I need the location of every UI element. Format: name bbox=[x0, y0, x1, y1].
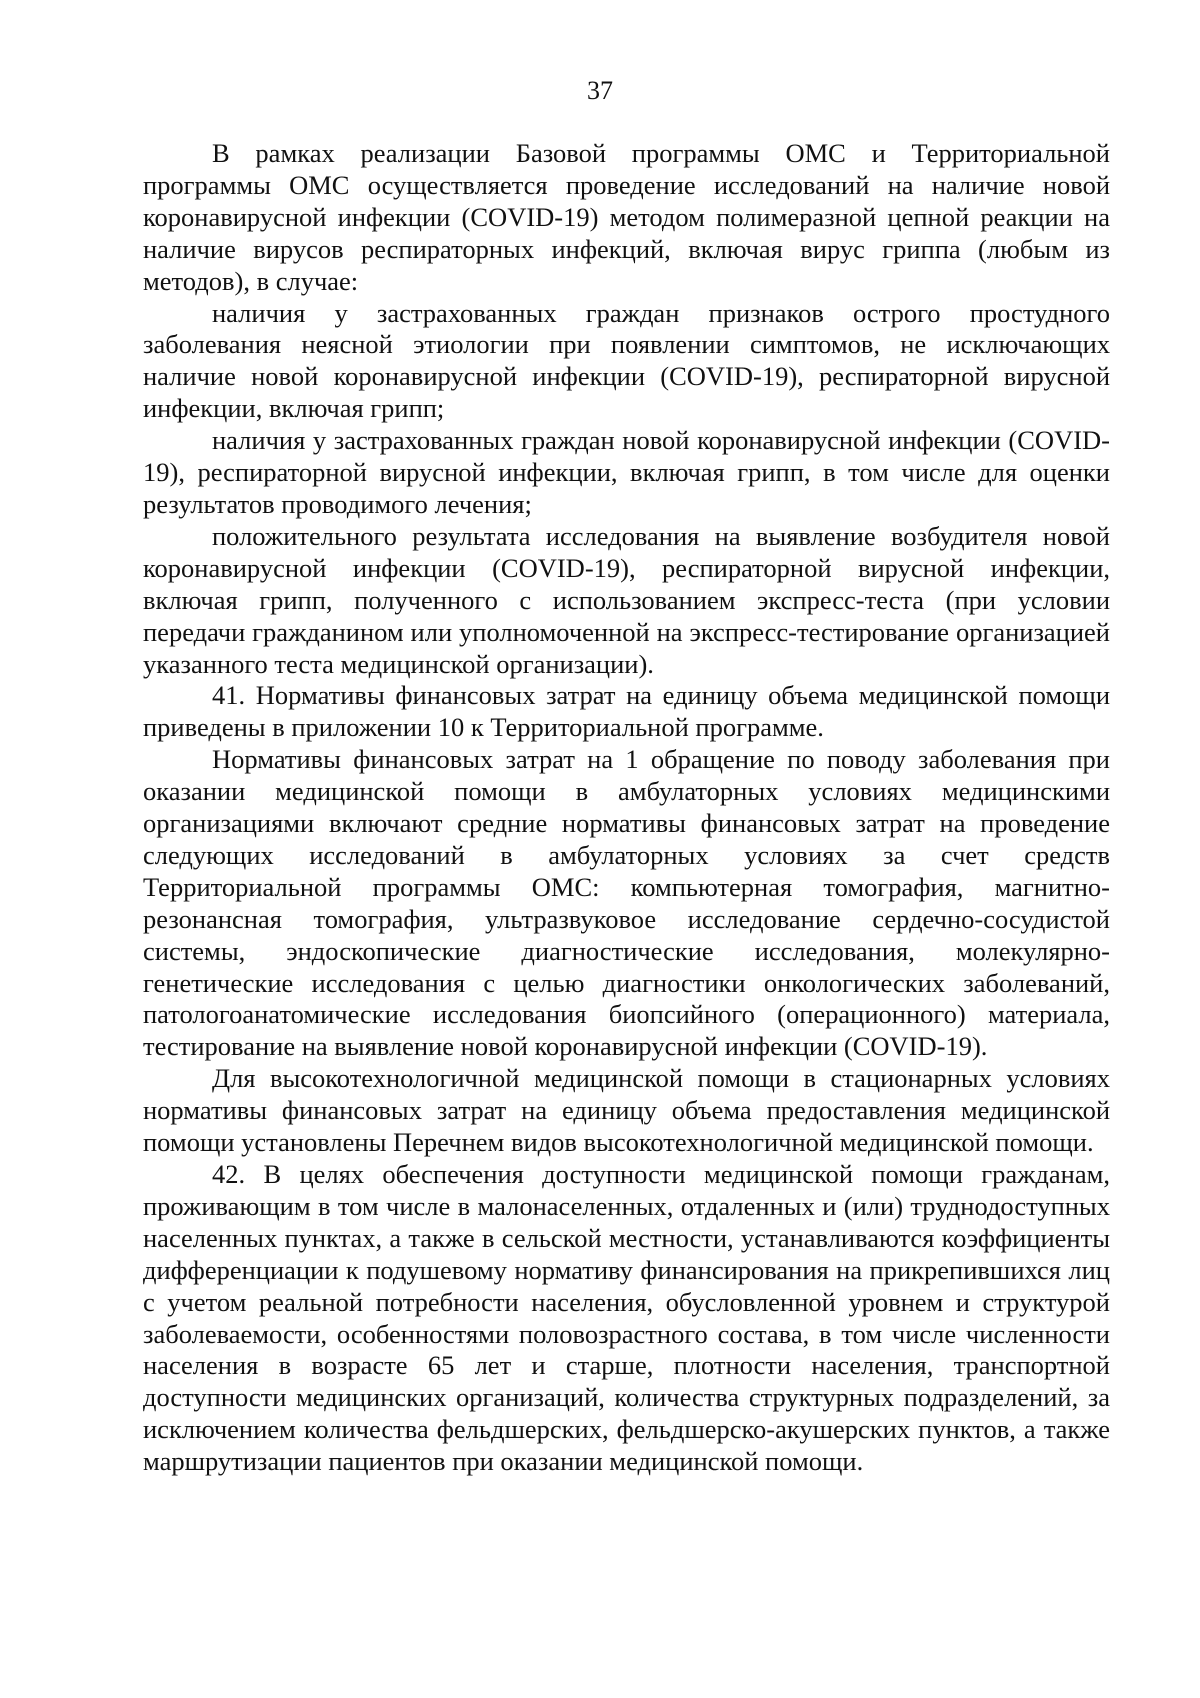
paragraph-case-infection: наличия у застрахованных граждан новой коронавирусной инфекции (COVID-19), респираторной вирусной инфекции, включая грипп, в том числе для оценки результатов проводимого лечения; bbox=[143, 425, 1110, 519]
paragraph-item-41: 41. Нормативы финансовых затрат на единицу объема медицинской помощи приведены в приложении 10 к Территориальной программе. bbox=[143, 680, 1110, 743]
paragraph-case-express-test: положительного результата исследования на выявление возбудителя новой коронавирусной инфекции (COVID-19), респираторной вирусной инфекции, включая грипп, полученного с использованием экспресс-теста (при условии передачи гражданином или уполномоченной на экспресс-тестирование организацией указанного теста медицинской организации). bbox=[143, 520, 1110, 679]
paragraph-high-tech-care: Для высокотехнологичной медицинской помощи в стационарных условиях нормативы финансовых затрат на единицу объема предоставления медицинской помощи установлены Перечнем видов высокотехнологичной медицинской помощи. bbox=[143, 1063, 1110, 1158]
paragraph-outpatient-norms: Нормативы финансовых затрат на 1 обращение по поводу заболевания при оказании медицинской помощи в амбулаторных условиях медицинскими организациями включают средние нормативы финансовых затрат на проведение следующих исследований в амбулаторных условиях за счет средств Территориальной программы ОМС: компьютерная томография, магнитно-резонансная томография, ультразвуковое исследование сердечно-сосудистой системы, эндоскопические диагностические исследования, молекулярно-генетические исследования с целью диагностики онкологических заболеваний, патологоанатомические исследования биопсийного (операционного) материала, тестирование на выявление новой коронавирусной инфекции (COVID-19). bbox=[143, 744, 1110, 1062]
paragraph-intro: В рамках реализации Базовой программы ОМС и Территориальной программы ОМС осуществляется проведение исследований на наличие новой коронавирусной инфекции (COVID-19) методом полимеразной цепной реакции на наличие вирусов респираторных инфекций, включая вирус гриппа (любым из методов), в случае: bbox=[143, 138, 1110, 296]
document-body bbox=[143, 138, 1110, 1478]
page-number: 37 bbox=[587, 76, 613, 105]
paragraph-case-symptoms: наличия у застрахованных граждан признаков острого простудного заболевания неясной этиологии при появлении симптомов, не исключающих наличие новой коронавирусной инфекции (COVID-19), респираторной вирусной инфекции, включая грипп; bbox=[143, 297, 1110, 424]
paragraph-item-42: 42. В целях обеспечения доступности медицинской помощи гражданам, проживающим в том числе в малонаселенных, отдаленных и (или) труднодоступных населенных пунктах, а также в сельской местности, устанавливаются коэффициенты дифференциации к подушевому нормативу финансирования на прикрепившихся лиц с учетом реальной потребности населения, обусловленной уровнем и структурой заболеваемости, особенностями половозрастного состава, в том числе численности населения в возрасте 65 лет и старше, плотности населения, транспортной доступности медицинских организаций, количества структурных подразделений, за исключением количества фельдшерских, фельдшерско-акушерских пунктов, а также маршрутизации пациентов при оказании медицинской помощи. bbox=[143, 1159, 1110, 1477]
